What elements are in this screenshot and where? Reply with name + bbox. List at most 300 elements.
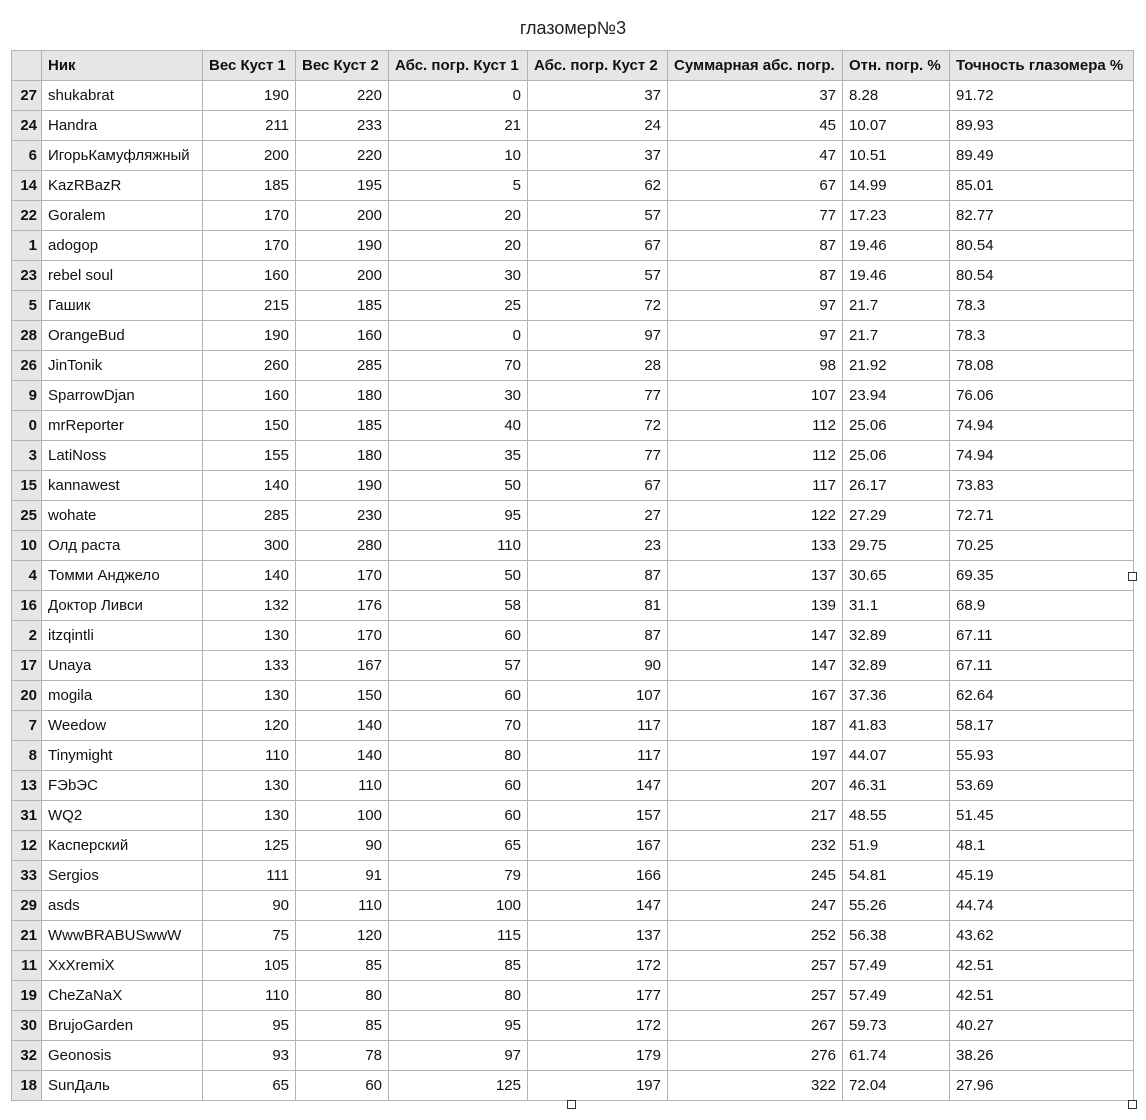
weight-2-cell[interactable]: 280 (296, 531, 389, 561)
abs-err-2-cell[interactable]: 97 (528, 321, 668, 351)
weight-2-cell[interactable]: 190 (296, 471, 389, 501)
rel-err-cell[interactable]: 72.04 (843, 1071, 950, 1101)
weight-2-cell[interactable]: 195 (296, 171, 389, 201)
nick-cell[interactable]: Касперский (42, 831, 203, 861)
accuracy-cell[interactable]: 58.17 (950, 711, 1134, 741)
weight-1-cell[interactable]: 215 (203, 291, 296, 321)
rel-err-cell[interactable]: 44.07 (843, 741, 950, 771)
total-abs-err-cell[interactable]: 187 (668, 711, 843, 741)
row-index: 7 (12, 711, 42, 741)
rel-err-cell[interactable]: 55.26 (843, 891, 950, 921)
total-abs-err-cell[interactable]: 112 (668, 441, 843, 471)
weight-2-cell[interactable]: 91 (296, 861, 389, 891)
weight-2-cell[interactable]: 110 (296, 891, 389, 921)
accuracy-cell[interactable]: 78.3 (950, 321, 1134, 351)
nick-cell[interactable]: LatiNoss (42, 441, 203, 471)
rel-err-cell[interactable]: 10.51 (843, 141, 950, 171)
weight-1-cell[interactable]: 285 (203, 501, 296, 531)
row-index: 0 (12, 411, 42, 441)
abs-err-1-cell[interactable]: 100 (389, 891, 528, 921)
nick-cell[interactable]: Гашик (42, 291, 203, 321)
rel-err-cell[interactable]: 30.65 (843, 561, 950, 591)
accuracy-cell[interactable]: 74.94 (950, 411, 1134, 441)
weight-1-cell[interactable]: 300 (203, 531, 296, 561)
total-abs-err-cell[interactable]: 112 (668, 411, 843, 441)
abs-err-1-cell[interactable]: 110 (389, 531, 528, 561)
weight-2-cell[interactable]: 80 (296, 981, 389, 1011)
row-index: 18 (12, 1071, 42, 1101)
weight-1-cell[interactable]: 130 (203, 621, 296, 651)
nick-cell[interactable]: OrangeBud (42, 321, 203, 351)
rel-err-cell[interactable]: 32.89 (843, 651, 950, 681)
abs-err-1-cell[interactable]: 30 (389, 381, 528, 411)
rel-err-cell[interactable]: 51.9 (843, 831, 950, 861)
abs-err-2-cell[interactable]: 62 (528, 171, 668, 201)
total-abs-err-cell[interactable]: 322 (668, 1071, 843, 1101)
abs-err-1-cell[interactable]: 10 (389, 141, 528, 171)
weight-2-cell[interactable]: 170 (296, 621, 389, 651)
total-abs-err-cell[interactable]: 122 (668, 501, 843, 531)
total-abs-err-cell[interactable]: 257 (668, 951, 843, 981)
abs-err-1-cell[interactable]: 57 (389, 651, 528, 681)
nick-cell[interactable]: JinTonik (42, 351, 203, 381)
total-abs-err-cell[interactable]: 247 (668, 891, 843, 921)
nick-cell[interactable]: Sergios (42, 861, 203, 891)
abs-err-1-cell[interactable]: 60 (389, 621, 528, 651)
rel-err-cell[interactable]: 23.94 (843, 381, 950, 411)
accuracy-cell[interactable]: 78.3 (950, 291, 1134, 321)
nick-cell[interactable]: shukabrat (42, 81, 203, 111)
nick-cell[interactable]: Geonosis (42, 1041, 203, 1071)
weight-1-cell[interactable]: 90 (203, 891, 296, 921)
nick-cell[interactable]: mogila (42, 681, 203, 711)
abs-err-1-cell[interactable]: 58 (389, 591, 528, 621)
weight-1-cell[interactable]: 110 (203, 741, 296, 771)
accuracy-cell[interactable]: 55.93 (950, 741, 1134, 771)
abs-err-2-cell[interactable]: 23 (528, 531, 668, 561)
nick-cell[interactable]: SparrowDjan (42, 381, 203, 411)
abs-err-2-cell[interactable]: 157 (528, 801, 668, 831)
accuracy-cell[interactable]: 42.51 (950, 951, 1134, 981)
nick-cell[interactable]: Томми Анджело (42, 561, 203, 591)
accuracy-cell[interactable]: 51.45 (950, 801, 1134, 831)
total-abs-err-cell[interactable]: 133 (668, 531, 843, 561)
accuracy-cell[interactable]: 40.27 (950, 1011, 1134, 1041)
abs-err-2-cell[interactable]: 37 (528, 141, 668, 171)
abs-err-1-cell[interactable]: 65 (389, 831, 528, 861)
abs-err-2-cell[interactable]: 147 (528, 771, 668, 801)
rel-err-cell[interactable]: 26.17 (843, 471, 950, 501)
weight-2-cell[interactable]: 110 (296, 771, 389, 801)
nick-cell[interactable]: Handra (42, 111, 203, 141)
abs-err-1-cell[interactable]: 35 (389, 441, 528, 471)
abs-err-1-cell[interactable]: 25 (389, 291, 528, 321)
abs-err-1-cell[interactable]: 80 (389, 741, 528, 771)
nick-cell[interactable]: WwwBRABUSwwW (42, 921, 203, 951)
abs-err-1-cell[interactable]: 79 (389, 861, 528, 891)
total-abs-err-cell[interactable]: 45 (668, 111, 843, 141)
weight-2-cell[interactable]: 140 (296, 711, 389, 741)
nick-cell[interactable]: FЭbЭС (42, 771, 203, 801)
rel-err-cell[interactable]: 48.55 (843, 801, 950, 831)
weight-2-cell[interactable]: 170 (296, 561, 389, 591)
weight-2-cell[interactable]: 180 (296, 441, 389, 471)
weight-1-cell[interactable]: 190 (203, 81, 296, 111)
abs-err-1-cell[interactable]: 60 (389, 771, 528, 801)
row-index: 22 (12, 201, 42, 231)
row-index: 10 (12, 531, 42, 561)
abs-err-2-cell[interactable]: 90 (528, 651, 668, 681)
abs-err-1-cell[interactable]: 70 (389, 711, 528, 741)
weight-1-cell[interactable]: 130 (203, 771, 296, 801)
rel-err-cell[interactable]: 25.06 (843, 411, 950, 441)
resize-handle-corner[interactable] (1128, 1100, 1137, 1109)
weight-2-cell[interactable]: 220 (296, 141, 389, 171)
weight-2-cell[interactable]: 233 (296, 111, 389, 141)
accuracy-cell[interactable]: 72.71 (950, 501, 1134, 531)
table-row (12, 891, 1134, 921)
accuracy-cell[interactable]: 85.01 (950, 171, 1134, 201)
nick-cell[interactable]: wohate (42, 501, 203, 531)
table-row (12, 531, 1134, 561)
accuracy-cell[interactable]: 70.25 (950, 531, 1134, 561)
table-row (12, 681, 1134, 711)
accuracy-cell[interactable]: 82.77 (950, 201, 1134, 231)
accuracy-cell[interactable]: 80.54 (950, 261, 1134, 291)
table-row (12, 921, 1134, 951)
abs-err-2-cell[interactable]: 77 (528, 441, 668, 471)
abs-err-2-cell[interactable]: 27 (528, 501, 668, 531)
weight-2-cell[interactable]: 120 (296, 921, 389, 951)
rel-err-cell[interactable]: 56.38 (843, 921, 950, 951)
total-abs-err-cell[interactable]: 207 (668, 771, 843, 801)
nick-cell[interactable]: kannawest (42, 471, 203, 501)
total-abs-err-cell[interactable]: 232 (668, 831, 843, 861)
rel-err-cell[interactable]: 61.74 (843, 1041, 950, 1071)
abs-err-1-cell[interactable]: 60 (389, 801, 528, 831)
nick-cell[interactable]: BrujoGarden (42, 1011, 203, 1041)
weight-2-cell[interactable]: 85 (296, 1011, 389, 1041)
rel-err-cell[interactable]: 25.06 (843, 441, 950, 471)
accuracy-cell[interactable]: 48.1 (950, 831, 1134, 861)
weight-2-cell[interactable]: 200 (296, 261, 389, 291)
nick-cell[interactable]: itzqintli (42, 621, 203, 651)
total-abs-err-cell[interactable]: 252 (668, 921, 843, 951)
nick-cell[interactable]: Goralem (42, 201, 203, 231)
rel-err-cell[interactable]: 57.49 (843, 981, 950, 1011)
abs-err-2-cell[interactable]: 177 (528, 981, 668, 1011)
row-index: 29 (12, 891, 42, 921)
nick-cell[interactable]: Tinymight (42, 741, 203, 771)
weight-2-cell[interactable]: 180 (296, 381, 389, 411)
rel-err-cell[interactable]: 10.07 (843, 111, 950, 141)
resize-handle-bottom[interactable] (567, 1100, 576, 1109)
abs-err-2-cell[interactable]: 137 (528, 921, 668, 951)
weight-2-cell[interactable]: 85 (296, 951, 389, 981)
total-abs-err-cell[interactable]: 167 (668, 681, 843, 711)
row-index: 33 (12, 861, 42, 891)
nick-cell[interactable]: asds (42, 891, 203, 921)
nick-cell[interactable]: SunДаль (42, 1071, 203, 1101)
accuracy-cell[interactable]: 69.35 (950, 561, 1134, 591)
total-abs-err-cell[interactable]: 87 (668, 261, 843, 291)
total-abs-err-cell[interactable]: 117 (668, 471, 843, 501)
abs-err-2-cell[interactable]: 172 (528, 1011, 668, 1041)
total-abs-err-cell[interactable]: 77 (668, 201, 843, 231)
column-header-weight-2[interactable]: Вес Куст 2 (296, 51, 389, 81)
nick-cell[interactable]: WQ2 (42, 801, 203, 831)
accuracy-cell[interactable]: 80.54 (950, 231, 1134, 261)
rel-err-cell[interactable]: 17.23 (843, 201, 950, 231)
row-index: 14 (12, 171, 42, 201)
column-header-nick[interactable]: Ник (42, 51, 203, 81)
weight-2-cell[interactable]: 100 (296, 801, 389, 831)
total-abs-err-cell[interactable]: 217 (668, 801, 843, 831)
accuracy-cell[interactable]: 38.26 (950, 1041, 1134, 1071)
rel-err-cell[interactable]: 21.7 (843, 321, 950, 351)
abs-err-1-cell[interactable]: 115 (389, 921, 528, 951)
rel-err-cell[interactable]: 19.46 (843, 231, 950, 261)
weight-2-cell[interactable]: 185 (296, 291, 389, 321)
weight-1-cell[interactable]: 95 (203, 1011, 296, 1041)
accuracy-cell[interactable]: 89.93 (950, 111, 1134, 141)
rel-err-cell[interactable]: 32.89 (843, 621, 950, 651)
weight-1-cell[interactable]: 110 (203, 981, 296, 1011)
table-row (12, 201, 1134, 231)
rel-err-cell[interactable]: 27.29 (843, 501, 950, 531)
rel-err-cell[interactable]: 19.46 (843, 261, 950, 291)
abs-err-1-cell[interactable]: 50 (389, 471, 528, 501)
accuracy-cell[interactable]: 91.72 (950, 81, 1134, 111)
accuracy-cell[interactable]: 67.11 (950, 651, 1134, 681)
column-header-abs-err-2[interactable]: Абс. погр. Куст 2 (528, 51, 668, 81)
abs-err-1-cell[interactable]: 20 (389, 201, 528, 231)
rel-err-cell[interactable]: 8.28 (843, 81, 950, 111)
weight-1-cell[interactable]: 160 (203, 261, 296, 291)
total-abs-err-cell[interactable]: 147 (668, 651, 843, 681)
weight-1-cell[interactable]: 125 (203, 831, 296, 861)
abs-err-2-cell[interactable]: 179 (528, 1041, 668, 1071)
nick-cell[interactable]: rebel soul (42, 261, 203, 291)
weight-2-cell[interactable]: 90 (296, 831, 389, 861)
weight-1-cell[interactable]: 190 (203, 321, 296, 351)
abs-err-2-cell[interactable]: 37 (528, 81, 668, 111)
weight-1-cell[interactable]: 105 (203, 951, 296, 981)
total-abs-err-cell[interactable]: 197 (668, 741, 843, 771)
column-header-weight-1[interactable]: Вес Куст 1 (203, 51, 296, 81)
weight-2-cell[interactable]: 160 (296, 321, 389, 351)
weight-2-cell[interactable]: 190 (296, 231, 389, 261)
weight-2-cell[interactable]: 176 (296, 591, 389, 621)
abs-err-2-cell[interactable]: 72 (528, 291, 668, 321)
abs-err-2-cell[interactable]: 77 (528, 381, 668, 411)
row-index: 8 (12, 741, 42, 771)
weight-1-cell[interactable]: 93 (203, 1041, 296, 1071)
abs-err-1-cell[interactable]: 70 (389, 351, 528, 381)
weight-2-cell[interactable]: 140 (296, 741, 389, 771)
table-row (12, 471, 1134, 501)
abs-err-2-cell[interactable]: 166 (528, 861, 668, 891)
rel-err-cell[interactable]: 46.31 (843, 771, 950, 801)
accuracy-cell[interactable]: 67.11 (950, 621, 1134, 651)
accuracy-cell[interactable]: 45.19 (950, 861, 1134, 891)
nick-cell[interactable]: mrReporter (42, 411, 203, 441)
rel-err-cell[interactable]: 54.81 (843, 861, 950, 891)
nick-cell[interactable]: XxXremiX (42, 951, 203, 981)
abs-err-1-cell[interactable]: 0 (389, 81, 528, 111)
accuracy-cell[interactable]: 44.74 (950, 891, 1134, 921)
abs-err-2-cell[interactable]: 67 (528, 471, 668, 501)
abs-err-1-cell[interactable]: 95 (389, 1011, 528, 1041)
nick-cell[interactable]: Weedow (42, 711, 203, 741)
row-index: 23 (12, 261, 42, 291)
weight-1-cell[interactable]: 170 (203, 201, 296, 231)
abs-err-1-cell[interactable]: 0 (389, 321, 528, 351)
column-header-rel-err[interactable]: Отн. погр. % (843, 51, 950, 81)
rel-err-cell[interactable]: 31.1 (843, 591, 950, 621)
abs-err-2-cell[interactable]: 197 (528, 1071, 668, 1101)
weight-2-cell[interactable]: 78 (296, 1041, 389, 1071)
weight-1-cell[interactable]: 133 (203, 651, 296, 681)
weight-1-cell[interactable]: 120 (203, 711, 296, 741)
weight-2-cell[interactable]: 185 (296, 411, 389, 441)
abs-err-2-cell[interactable]: 117 (528, 741, 668, 771)
abs-err-1-cell[interactable]: 21 (389, 111, 528, 141)
abs-err-1-cell[interactable]: 60 (389, 681, 528, 711)
rel-err-cell[interactable]: 21.7 (843, 291, 950, 321)
abs-err-2-cell[interactable]: 24 (528, 111, 668, 141)
rel-err-cell[interactable]: 14.99 (843, 171, 950, 201)
abs-err-1-cell[interactable]: 5 (389, 171, 528, 201)
accuracy-cell[interactable]: 42.51 (950, 981, 1134, 1011)
abs-err-1-cell[interactable]: 95 (389, 501, 528, 531)
column-header-accuracy[interactable]: Точность глазомера % (950, 51, 1134, 81)
abs-err-1-cell[interactable]: 30 (389, 261, 528, 291)
total-abs-err-cell[interactable]: 257 (668, 981, 843, 1011)
abs-err-2-cell[interactable]: 87 (528, 561, 668, 591)
total-abs-err-cell[interactable]: 98 (668, 351, 843, 381)
abs-err-1-cell[interactable]: 20 (389, 231, 528, 261)
abs-err-2-cell[interactable]: 28 (528, 351, 668, 381)
abs-err-2-cell[interactable]: 147 (528, 891, 668, 921)
abs-err-2-cell[interactable]: 167 (528, 831, 668, 861)
nick-cell[interactable]: Доктор Ливси (42, 591, 203, 621)
total-abs-err-cell[interactable]: 37 (668, 81, 843, 111)
nick-cell[interactable]: Unaya (42, 651, 203, 681)
accuracy-cell[interactable]: 68.9 (950, 591, 1134, 621)
total-abs-err-cell[interactable]: 87 (668, 231, 843, 261)
total-abs-err-cell[interactable]: 147 (668, 621, 843, 651)
total-abs-err-cell[interactable]: 137 (668, 561, 843, 591)
abs-err-1-cell[interactable]: 80 (389, 981, 528, 1011)
total-abs-err-cell[interactable]: 47 (668, 141, 843, 171)
rel-err-cell[interactable]: 57.49 (843, 951, 950, 981)
abs-err-2-cell[interactable]: 67 (528, 231, 668, 261)
accuracy-cell[interactable]: 78.08 (950, 351, 1134, 381)
abs-err-2-cell[interactable]: 117 (528, 711, 668, 741)
weight-1-cell[interactable]: 140 (203, 471, 296, 501)
rel-err-cell[interactable]: 59.73 (843, 1011, 950, 1041)
weight-1-cell[interactable]: 200 (203, 141, 296, 171)
nick-cell[interactable]: ИгорьКамуфляжный (42, 141, 203, 171)
total-abs-err-cell[interactable]: 139 (668, 591, 843, 621)
weight-1-cell[interactable]: 211 (203, 111, 296, 141)
abs-err-2-cell[interactable]: 57 (528, 201, 668, 231)
nick-cell[interactable]: adogop (42, 231, 203, 261)
weight-1-cell[interactable]: 65 (203, 1071, 296, 1101)
weight-1-cell[interactable]: 132 (203, 591, 296, 621)
nick-cell[interactable]: CheZaNaX (42, 981, 203, 1011)
weight-2-cell[interactable]: 167 (296, 651, 389, 681)
weight-1-cell[interactable]: 170 (203, 231, 296, 261)
rel-err-cell[interactable]: 29.75 (843, 531, 950, 561)
column-header-abs-err-1[interactable]: Абс. погр. Куст 1 (389, 51, 528, 81)
rel-err-cell[interactable]: 21.92 (843, 351, 950, 381)
weight-2-cell[interactable]: 60 (296, 1071, 389, 1101)
weight-1-cell[interactable]: 140 (203, 561, 296, 591)
row-index: 9 (12, 381, 42, 411)
abs-err-1-cell[interactable]: 40 (389, 411, 528, 441)
accuracy-cell[interactable]: 89.49 (950, 141, 1134, 171)
weight-2-cell[interactable]: 285 (296, 351, 389, 381)
abs-err-1-cell[interactable]: 50 (389, 561, 528, 591)
total-abs-err-cell[interactable]: 245 (668, 861, 843, 891)
abs-err-2-cell[interactable]: 57 (528, 261, 668, 291)
rel-err-cell[interactable]: 41.83 (843, 711, 950, 741)
weight-1-cell[interactable]: 130 (203, 801, 296, 831)
weight-1-cell[interactable]: 75 (203, 921, 296, 951)
abs-err-1-cell[interactable]: 85 (389, 951, 528, 981)
column-header-total-abs-err[interactable]: Суммарная абс. погр. (668, 51, 843, 81)
abs-err-1-cell[interactable]: 125 (389, 1071, 528, 1101)
abs-err-2-cell[interactable]: 107 (528, 681, 668, 711)
weight-1-cell[interactable]: 111 (203, 861, 296, 891)
weight-2-cell[interactable]: 150 (296, 681, 389, 711)
weight-2-cell[interactable]: 200 (296, 201, 389, 231)
accuracy-cell[interactable]: 74.94 (950, 441, 1134, 471)
nick-cell[interactable]: Олд раста (42, 531, 203, 561)
weight-1-cell[interactable]: 160 (203, 381, 296, 411)
total-abs-err-cell[interactable]: 67 (668, 171, 843, 201)
total-abs-err-cell[interactable]: 107 (668, 381, 843, 411)
abs-err-2-cell[interactable]: 87 (528, 621, 668, 651)
weight-2-cell[interactable]: 230 (296, 501, 389, 531)
total-abs-err-cell[interactable]: 267 (668, 1011, 843, 1041)
accuracy-cell[interactable]: 27.96 (950, 1071, 1134, 1101)
accuracy-cell[interactable]: 62.64 (950, 681, 1134, 711)
rel-err-cell[interactable]: 37.36 (843, 681, 950, 711)
abs-err-2-cell[interactable]: 81 (528, 591, 668, 621)
total-abs-err-cell[interactable]: 97 (668, 291, 843, 321)
abs-err-1-cell[interactable]: 97 (389, 1041, 528, 1071)
weight-1-cell[interactable]: 150 (203, 411, 296, 441)
weight-1-cell[interactable]: 260 (203, 351, 296, 381)
weight-1-cell[interactable]: 130 (203, 681, 296, 711)
nick-cell[interactable]: KazRBazR (42, 171, 203, 201)
accuracy-cell[interactable]: 73.83 (950, 471, 1134, 501)
accuracy-cell[interactable]: 53.69 (950, 771, 1134, 801)
weight-2-cell[interactable]: 220 (296, 81, 389, 111)
accuracy-cell[interactable]: 76.06 (950, 381, 1134, 411)
abs-err-2-cell[interactable]: 72 (528, 411, 668, 441)
total-abs-err-cell[interactable]: 97 (668, 321, 843, 351)
abs-err-2-cell[interactable]: 172 (528, 951, 668, 981)
total-abs-err-cell[interactable]: 276 (668, 1041, 843, 1071)
weight-1-cell[interactable]: 155 (203, 441, 296, 471)
accuracy-cell[interactable]: 43.62 (950, 921, 1134, 951)
resize-handle-right[interactable] (1128, 572, 1137, 581)
weight-1-cell[interactable]: 185 (203, 171, 296, 201)
